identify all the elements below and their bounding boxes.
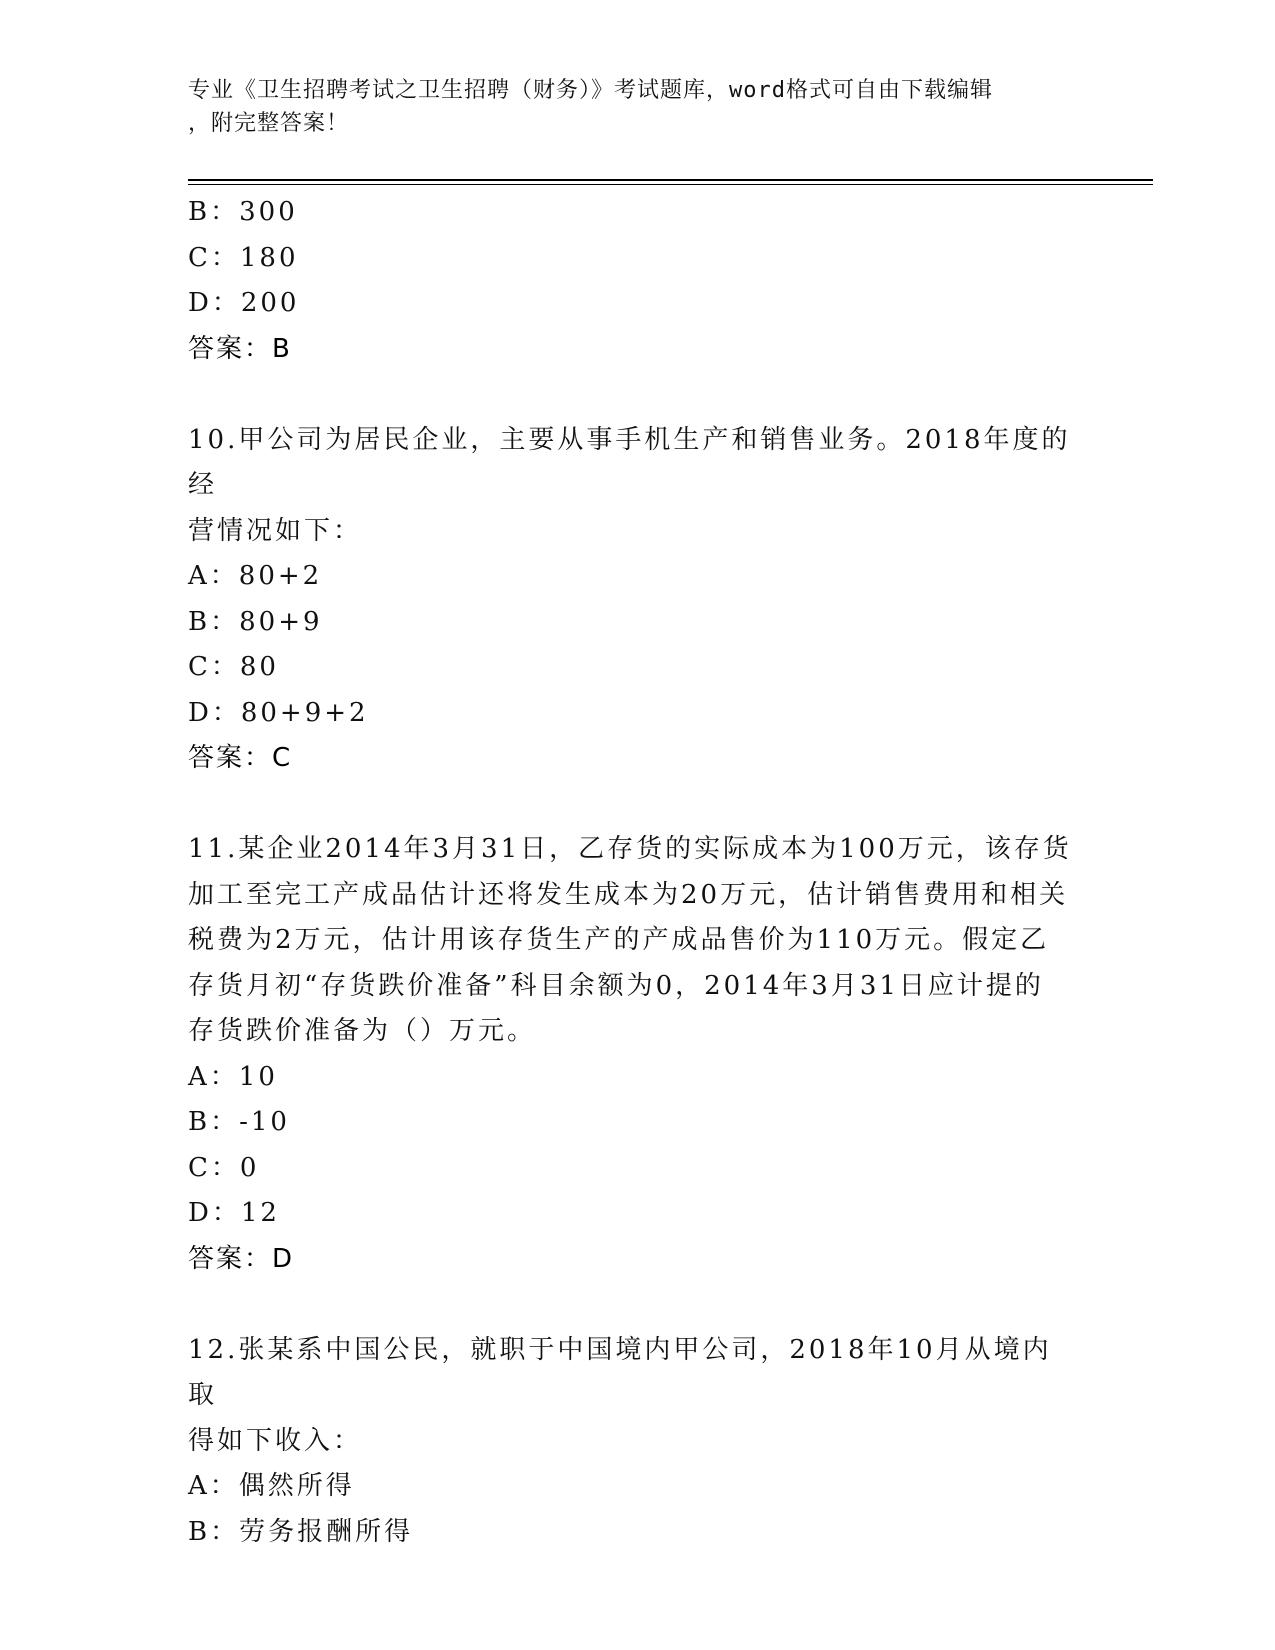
question-9: [188, 190, 1078, 372]
option-a: A：偶然所得: [188, 1471, 355, 1501]
question-stem-line: 10.甲公司为居民企业，主要从事手机生产和销售业务。2018年度的经: [188, 424, 1071, 500]
answer: 答案：C: [188, 743, 293, 773]
question-stem-line: 得如下收入：: [188, 1425, 363, 1456]
question-stem-line: 存货月初“存货跌价准备”科目余额为0，2014年3月31日应计提的: [188, 970, 1044, 1001]
question-list: [188, 190, 1078, 1555]
answer: 答案：D: [188, 1243, 295, 1274]
header-divider-thick: [188, 179, 1153, 181]
spacer: [188, 1282, 1078, 1328]
option-b: B：-10: [188, 1107, 290, 1137]
option-b: B：80+9: [188, 606, 323, 637]
question-stem-line: 12.张某系中国公民，就职于中国境内甲公司，2018年10月从境内取: [188, 1334, 1052, 1410]
question-11: [188, 827, 1078, 1282]
question-12: [188, 1328, 1078, 1556]
option-a: A：80+2: [188, 561, 323, 591]
option-d: D：200: [188, 288, 300, 318]
spacer: [188, 372, 1078, 418]
option-a: A：10: [188, 1061, 278, 1092]
option-b: B：劳务报酬所得: [188, 1516, 414, 1547]
question-stem-line: 税费为2万元，估计用该存货生产的产成品售价为110万元。假定乙: [188, 925, 1050, 955]
option-c: C：0: [188, 1152, 260, 1183]
header-title-line-2: ，附完整答案！: [188, 111, 350, 136]
question-stem-line: 加工至完工产成品估计还将发生成本为20万元，估计销售费用和相关: [188, 879, 1069, 910]
option-d: D：12: [188, 1198, 280, 1228]
option-d: D：80+9+2: [188, 697, 369, 728]
option-c: C：180: [188, 242, 299, 273]
spacer: [188, 782, 1078, 828]
question-stem-line: 营情况如下：: [188, 515, 363, 546]
option-b: B：300: [188, 197, 298, 227]
question-stem-line: 11.某企业2014年3月31日，乙存货的实际成本为100万元，该存货: [188, 834, 1072, 864]
header-divider-thin: [188, 184, 1153, 185]
answer: 答案：B: [188, 333, 292, 364]
question-10: [188, 418, 1078, 782]
header-title-line-1: 专业《卫生招聘考试之卫生招聘（财务）》考试题库，word格式可自由下载编辑: [188, 78, 993, 103]
option-c: C：80: [188, 652, 279, 682]
question-stem-line: 存货跌价准备为（）万元。: [188, 1016, 537, 1046]
page-header: [188, 74, 1078, 140]
